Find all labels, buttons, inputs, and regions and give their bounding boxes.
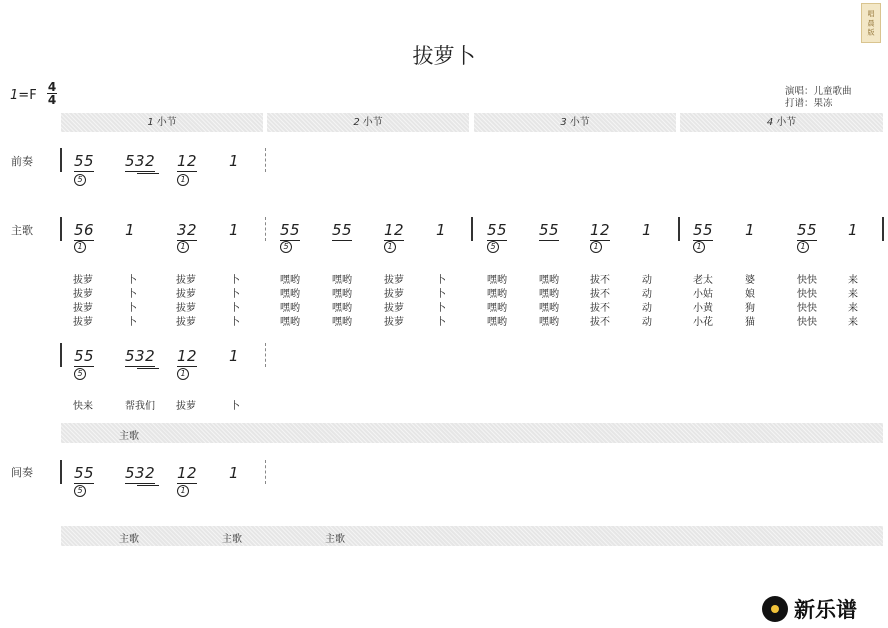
lyric-syllable: 拔萝 bbox=[384, 275, 404, 286]
finger-number: 1 bbox=[384, 241, 396, 253]
note[interactable]: 1 bbox=[642, 221, 653, 239]
song-title: 拔萝卜 bbox=[412, 44, 476, 68]
lyric-syllable: 拔萝 bbox=[384, 289, 404, 300]
key-note: F bbox=[29, 88, 37, 103]
lyric-syllable: 卜 bbox=[230, 317, 240, 328]
finger-number: 5 bbox=[487, 241, 499, 253]
band-label: 主歌 bbox=[119, 534, 139, 545]
measure-header-3[interactable] bbox=[474, 113, 676, 132]
note-group[interactable]: 532 bbox=[125, 464, 155, 482]
key-tonic: 1 bbox=[10, 88, 19, 103]
lyric-syllable: 卜 bbox=[230, 303, 240, 314]
measure-divider bbox=[265, 460, 266, 484]
finger-number: 5 bbox=[280, 241, 292, 253]
vinyl-disc-icon bbox=[762, 596, 788, 622]
singer-credit: 演唱：儿童歌曲 bbox=[785, 86, 852, 97]
note-group[interactable]: 532 bbox=[125, 152, 155, 170]
lyric-syllable: 嘿哟 bbox=[280, 303, 300, 314]
lyric-syllable: 嘿哟 bbox=[487, 275, 507, 286]
section-label-verse: 主歌 bbox=[11, 224, 33, 237]
note[interactable]: 1 bbox=[229, 464, 240, 482]
lyric-syllable: 拔萝 bbox=[73, 303, 93, 314]
lyric-syllable: 卜 bbox=[436, 289, 446, 300]
lyric-syllable: 嘿哟 bbox=[332, 275, 352, 286]
lyric-syllable: 老太 bbox=[693, 275, 713, 286]
note[interactable]: 1 bbox=[436, 221, 447, 239]
lyric-syllable: 嘿哟 bbox=[280, 275, 300, 286]
note-group[interactable]: 532 bbox=[125, 347, 155, 365]
measure-label: 小节 bbox=[776, 117, 797, 128]
barline bbox=[471, 217, 473, 241]
lyric-syllable: 拔萝 bbox=[176, 317, 196, 328]
note-group[interactable]: 55 bbox=[280, 221, 301, 239]
note-group[interactable]: 12 bbox=[384, 221, 405, 239]
finger-number: 5 bbox=[74, 485, 86, 497]
finger-number: 1 bbox=[177, 368, 189, 380]
note-group[interactable]: 55 bbox=[797, 221, 818, 239]
lyric-syllable: 婆 bbox=[745, 275, 755, 286]
lyric-syllable: 拔不 bbox=[590, 317, 610, 328]
lyric-syllable: 拔萝 bbox=[176, 401, 196, 412]
key-eq: = bbox=[18, 88, 30, 103]
lyric-syllable: 拔萝 bbox=[384, 317, 404, 328]
section-label-interlude: 间奏 bbox=[11, 466, 33, 479]
measure-number: 2 bbox=[353, 117, 360, 128]
section-band[interactable] bbox=[61, 526, 883, 546]
barline bbox=[60, 217, 62, 241]
note[interactable]: 1 bbox=[745, 221, 756, 239]
band-label: 主歌 bbox=[119, 431, 139, 442]
barline bbox=[678, 217, 680, 241]
measure-label: 小节 bbox=[156, 117, 177, 128]
lyric-syllable: 来 bbox=[848, 289, 858, 300]
lyric-syllable: 小黄 bbox=[693, 303, 713, 314]
measure-number: 1 bbox=[147, 117, 154, 128]
note-group[interactable]: 32 bbox=[177, 221, 198, 239]
lyric-syllable: 嘿哟 bbox=[332, 317, 352, 328]
note-group[interactable]: 12 bbox=[177, 152, 198, 170]
note-group[interactable]: 55 bbox=[332, 221, 353, 239]
note-group[interactable]: 56 bbox=[74, 221, 95, 239]
note[interactable]: 1 bbox=[125, 221, 136, 239]
lyric-syllable: 猫 bbox=[745, 317, 755, 328]
lyric-syllable: 小花 bbox=[693, 317, 713, 328]
lyric-syllable: 动 bbox=[642, 275, 652, 286]
measure-header-1[interactable] bbox=[61, 113, 263, 132]
lyric-syllable: 卜 bbox=[436, 317, 446, 328]
lyric-syllable: 卜 bbox=[127, 303, 137, 314]
note-group[interactable]: 55 bbox=[74, 464, 95, 482]
measure-label: 小节 bbox=[362, 117, 383, 128]
lyric-syllable: 卜 bbox=[230, 289, 240, 300]
lyric-syllable: 快快 bbox=[797, 317, 817, 328]
lyric-syllable: 拔萝 bbox=[73, 289, 93, 300]
measure-divider bbox=[265, 343, 266, 367]
lyric-syllable: 嘿哟 bbox=[539, 275, 559, 286]
lyric-syllable: 卜 bbox=[127, 317, 137, 328]
lyric-syllable: 快快 bbox=[797, 303, 817, 314]
edition-stamp: 唱 晨 版 bbox=[861, 3, 881, 43]
lyric-syllable: 嘿哟 bbox=[487, 303, 507, 314]
note[interactable]: 1 bbox=[229, 347, 240, 365]
finger-number: 1 bbox=[74, 241, 86, 253]
time-signature bbox=[45, 81, 59, 106]
lyric-syllable: 来 bbox=[848, 317, 858, 328]
lyric-syllable: 拔萝 bbox=[73, 317, 93, 328]
note-group[interactable]: 12 bbox=[177, 347, 198, 365]
note-group[interactable]: 55 bbox=[693, 221, 714, 239]
measure-label: 小节 bbox=[569, 117, 590, 128]
lyric-syllable: 卜 bbox=[127, 275, 137, 286]
finger-number: 1 bbox=[177, 485, 189, 497]
lyric-syllable: 狗 bbox=[745, 303, 755, 314]
finger-number: 5 bbox=[74, 368, 86, 380]
lyric-syllable: 快来 bbox=[73, 401, 93, 412]
measure-number: 4 bbox=[766, 117, 774, 128]
finger-number: 5 bbox=[74, 174, 86, 186]
barline bbox=[60, 460, 62, 484]
lyric-syllable: 拔萝 bbox=[73, 275, 93, 286]
barline bbox=[60, 148, 62, 172]
lyric-syllable: 快快 bbox=[797, 275, 817, 286]
note-group[interactable]: 55 bbox=[74, 152, 95, 170]
note-group[interactable]: 55 bbox=[74, 347, 95, 365]
barline bbox=[60, 343, 62, 367]
band-label: 主歌 bbox=[325, 534, 345, 545]
note[interactable]: 1 bbox=[229, 152, 240, 170]
lyric-syllable: 卜 bbox=[127, 289, 137, 300]
time-signature-top: 4 bbox=[47, 80, 57, 94]
key-signature bbox=[10, 88, 37, 103]
lyric-syllable: 嘿哟 bbox=[539, 317, 559, 328]
band-label: 主歌 bbox=[222, 534, 242, 545]
lyric-syllable: 动 bbox=[642, 289, 652, 300]
finger-number: 1 bbox=[177, 241, 189, 253]
lyric-syllable: 拔萝 bbox=[384, 303, 404, 314]
lyric-syllable: 卜 bbox=[436, 275, 446, 286]
lyric-syllable: 嘿哟 bbox=[280, 317, 300, 328]
lyric-syllable: 嘿哟 bbox=[280, 289, 300, 300]
arranger-credit: 打谱：果冻 bbox=[785, 98, 833, 109]
note-group[interactable]: 12 bbox=[177, 464, 198, 482]
lyric-syllable: 娘 bbox=[745, 289, 755, 300]
lyric-syllable: 嘿哟 bbox=[332, 289, 352, 300]
measure-number: 3 bbox=[560, 117, 567, 128]
finger-number: 1 bbox=[177, 174, 189, 186]
note-group[interactable]: 55 bbox=[539, 221, 560, 239]
lyric-syllable: 拔萝 bbox=[176, 303, 196, 314]
note-group[interactable]: 12 bbox=[590, 221, 611, 239]
lyric-syllable: 卜 bbox=[230, 401, 240, 412]
note[interactable]: 1 bbox=[848, 221, 859, 239]
measure-divider bbox=[265, 148, 266, 172]
lyric-syllable: 卜 bbox=[230, 275, 240, 286]
lyric-syllable: 嘿哟 bbox=[487, 289, 507, 300]
finger-number: 1 bbox=[693, 241, 705, 253]
lyric-syllable: 嘿哟 bbox=[539, 303, 559, 314]
measure-header-4[interactable] bbox=[680, 113, 883, 132]
lyric-syllable: 拔不 bbox=[590, 275, 610, 286]
time-signature-bottom: 4 bbox=[47, 93, 57, 107]
note-group[interactable]: 55 bbox=[487, 221, 508, 239]
finger-number: 1 bbox=[797, 241, 809, 253]
lyric-syllable: 嘿哟 bbox=[332, 303, 352, 314]
lyric-syllable: 动 bbox=[642, 303, 652, 314]
measure-divider bbox=[265, 217, 266, 241]
finger-number: 1 bbox=[590, 241, 602, 253]
lyric-syllable: 帮我们 bbox=[125, 401, 155, 412]
brand-name: 新乐谱 bbox=[794, 598, 857, 622]
lyric-syllable: 拔不 bbox=[590, 303, 610, 314]
lyric-syllable: 动 bbox=[642, 317, 652, 328]
section-band[interactable] bbox=[61, 423, 883, 443]
lyric-syllable: 卜 bbox=[436, 303, 446, 314]
note[interactable]: 1 bbox=[229, 221, 240, 239]
section-label-prelude: 前奏 bbox=[11, 155, 33, 168]
lyric-syllable: 来 bbox=[848, 303, 858, 314]
lyric-syllable: 来 bbox=[848, 275, 858, 286]
lyric-syllable: 小姑 bbox=[693, 289, 713, 300]
lyric-syllable: 嘿哟 bbox=[487, 317, 507, 328]
lyric-syllable: 拔萝 bbox=[176, 275, 196, 286]
lyric-syllable: 快快 bbox=[797, 289, 817, 300]
lyric-syllable: 拔萝 bbox=[176, 289, 196, 300]
barline bbox=[882, 217, 884, 241]
lyric-syllable: 拔不 bbox=[590, 289, 610, 300]
measure-header-2[interactable] bbox=[267, 113, 469, 132]
lyric-syllable: 嘿哟 bbox=[539, 289, 559, 300]
